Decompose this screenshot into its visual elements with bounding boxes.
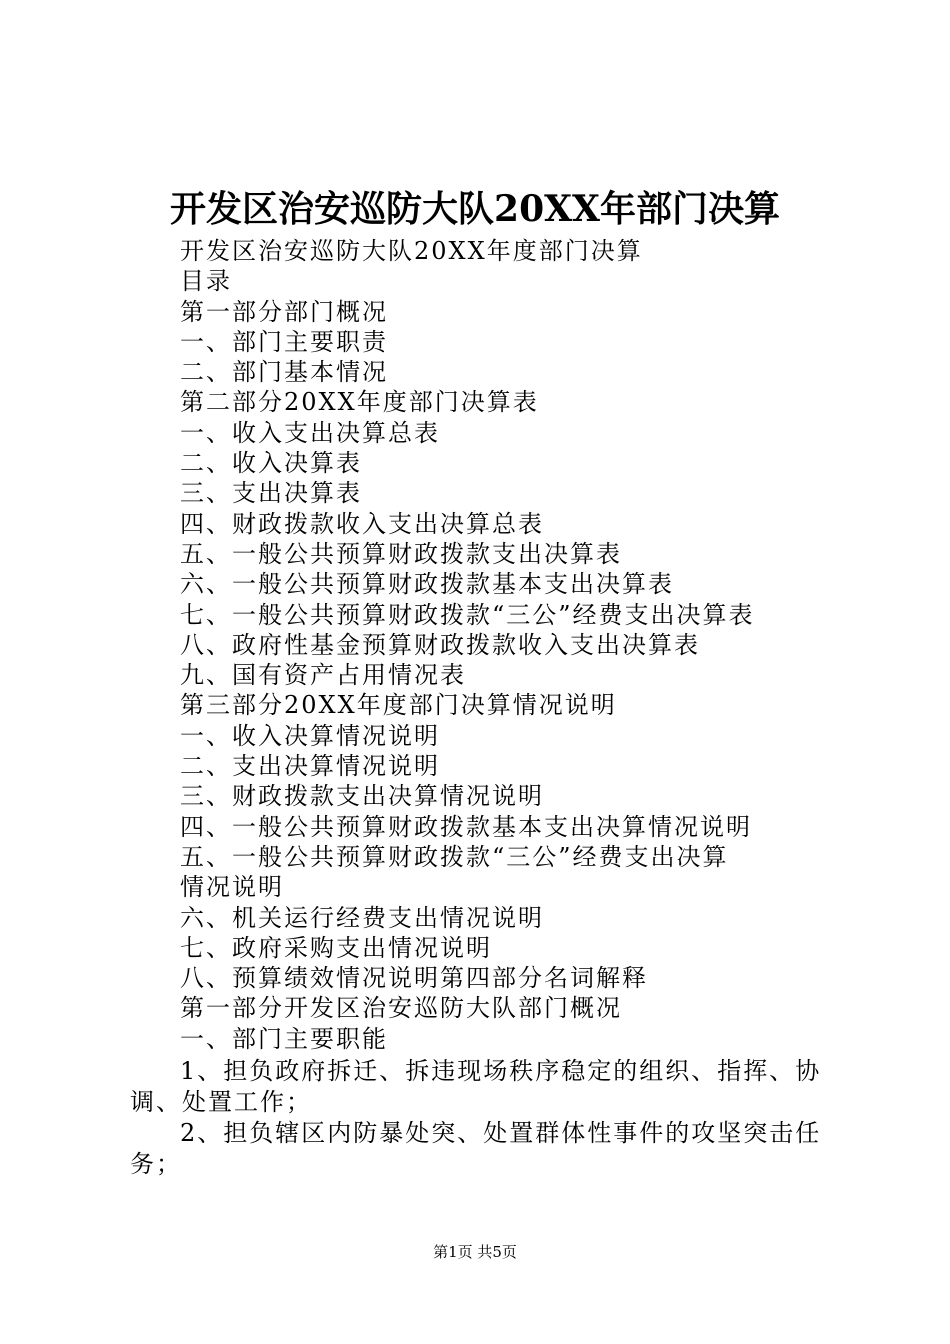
toc-item: 五、一般公共预算财政拨款支出决算表 — [180, 539, 622, 568]
paragraph: 1、担负政府拆迁、拆违现场秩序稳定的组织、指挥、协调、处置工作； — [130, 1057, 822, 1116]
toc-item: 九、国有资产占用情况表 — [180, 661, 466, 690]
table-of-contents — [180, 236, 900, 1054]
toc-item: 二、支出决算情况说明 — [180, 752, 440, 781]
toc-heading: 目录 — [180, 267, 232, 296]
paragraph: 2、担负辖区内防暴处突、处置群体性事件的攻坚突击任务； — [130, 1119, 822, 1178]
page-footer: 第1页 共5页 — [433, 1243, 517, 1261]
toc-item: 三、财政拨款支出决算情况说明 — [180, 782, 544, 811]
toc-item: 一、部门主要职责 — [180, 327, 388, 356]
toc-item: 四、一般公共预算财政拨款基本支出决算情况说明 — [180, 812, 752, 841]
toc-item: 六、一般公共预算财政拨款基本支出决算表 — [180, 570, 674, 599]
toc-item: 七、一般公共预算财政拨款“三公”经费支出决算表 — [180, 600, 755, 629]
toc-item: 情况说明 — [180, 873, 284, 902]
section-heading: 第一部分开发区治安巡防大队部门概况 — [180, 994, 622, 1023]
toc-item: 六、机关运行经费支出情况说明 — [180, 903, 544, 932]
toc-item: 四、财政拨款收入支出决算总表 — [180, 509, 544, 538]
toc-item: 八、预算绩效情况说明第四部分名词解释 — [180, 964, 648, 993]
toc-item: 三、支出决算表 — [180, 479, 362, 508]
toc-item: 二、收入决算表 — [180, 449, 362, 478]
toc-item: 二、部门基本情况 — [180, 358, 388, 387]
toc-item: 七、政府采购支出情况说明 — [180, 933, 492, 962]
toc-item: 第三部分20XX年度部门决算情况说明 — [180, 691, 617, 720]
subsection-heading: 一、部门主要职能 — [180, 1024, 388, 1053]
toc-item: 五、一般公共预算财政拨款“三公”经费支出决算 — [180, 842, 729, 871]
toc-item: 第二部分20XX年度部门决算表 — [180, 388, 539, 417]
body-paragraphs — [130, 1056, 850, 1180]
toc-item: 第一部分部门概况 — [180, 297, 388, 326]
toc-item: 八、政府性基金预算财政拨款收入支出决算表 — [180, 630, 700, 659]
document-title: 开发区治安巡防大队20XX年部门决算 — [170, 188, 780, 230]
toc-item: 一、收入决算情况说明 — [180, 721, 440, 750]
subtitle-line: 开发区治安巡防大队20XX年度部门决算 — [180, 237, 643, 265]
toc-item: 一、收入支出决算总表 — [180, 418, 440, 447]
